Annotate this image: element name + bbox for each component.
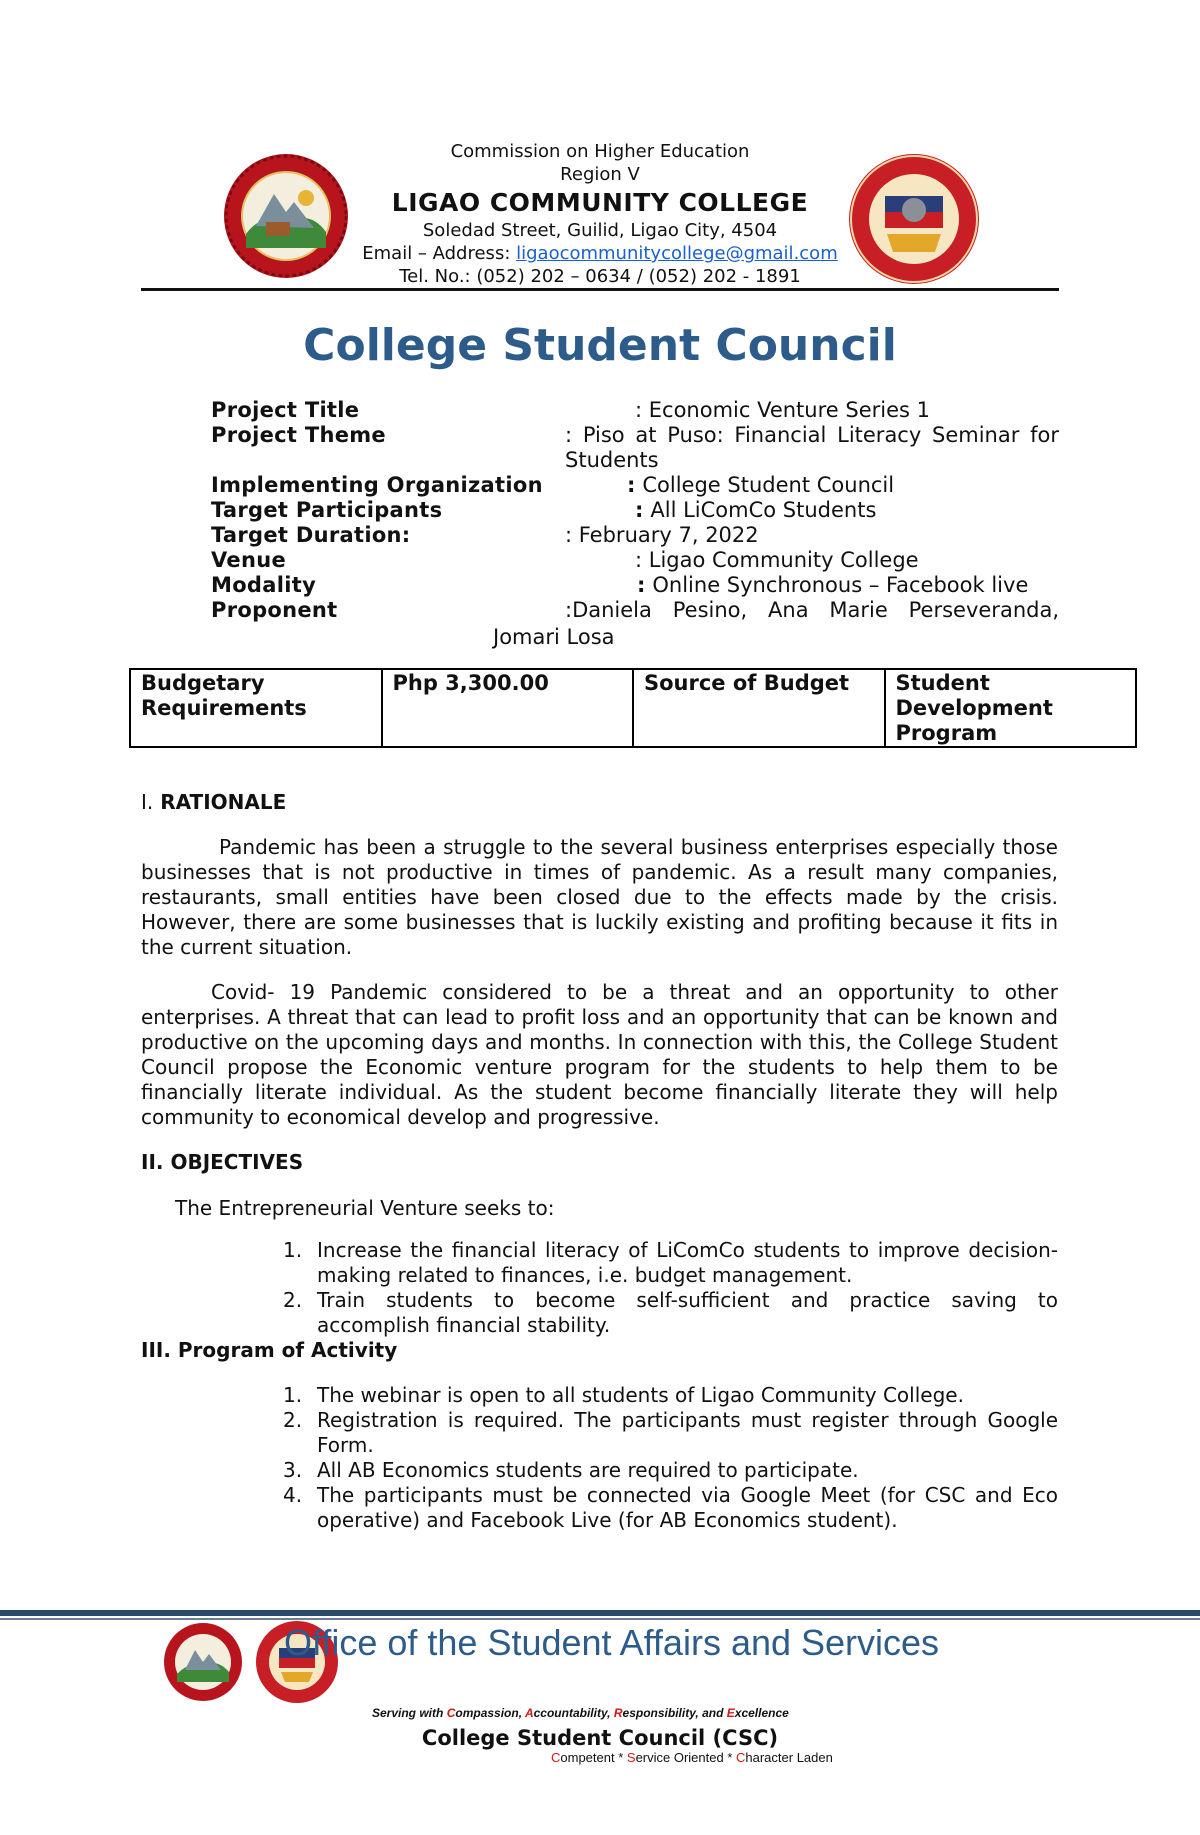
office-title: Office of the Student Affairs and Services [284, 1622, 940, 1663]
rationale-heading: I. RATIONALE [141, 790, 287, 814]
rationale-paragraph-1: Pandemic has been a struggle to the several business enterprises especially those businesses that is not productive in times of pandemic. As a result many companies, restaurants, small entities have been closed due to the effects made by the crisis. However, there are some businesses that is luckily existing and profiting because it fits in the current situation. [141, 835, 1058, 959]
rationale-paragraph-2: Covid- 19 Pandemic considered to be a threat and an opportunity to other enterprises. A threat that can lead to profit loss and an opportunity that can be known and productive on the upcoming days and months. In connection with this, the College Student Council propose the Economic venture program for the students to help them to be financially literate individual. As the student become financially literate they will help community to economical develop and progressive. [141, 980, 1058, 1129]
duration-label: Target Duration: [211, 523, 411, 547]
program-heading: III. Program of Activity [141, 1338, 398, 1362]
email-label: Email – Address: [362, 243, 517, 264]
header-divider [141, 288, 1059, 291]
table-row [130, 669, 1136, 747]
participants-label: Target Participants [211, 498, 443, 522]
duration-value: : February 7, 2022 [565, 523, 759, 547]
footer-logo-left [163, 1622, 243, 1702]
budget-source-label: Source of Budget [633, 669, 885, 747]
email-line [300, 242, 900, 265]
footer-divider-thin [0, 1618, 1200, 1620]
college-seal-icon [163, 1622, 243, 1702]
budget-source-value: Student Development Program [885, 669, 1137, 747]
proponent-value: :Daniela Pesino, Ana Marie Perseveranda, [565, 598, 1059, 622]
budget-table [129, 668, 1137, 748]
traits-line: Competent * Service Oriented * Character Laden [551, 1750, 833, 1765]
modality-value: : Online Synchronous – Facebook live [637, 573, 1029, 597]
project-title-value: : Economic Venture Series 1 [635, 398, 930, 422]
footer-divider [0, 1610, 1200, 1616]
commission-line: Commission on Higher Education [450, 141, 750, 162]
project-theme-label: Project Theme [211, 423, 386, 447]
objectives-heading: II. OBJECTIVES [141, 1150, 304, 1174]
venue-label: Venue [211, 548, 286, 572]
participants-value: : All LiComCo Students [635, 498, 877, 522]
csc-title: College Student Council (CSC) [421, 1726, 779, 1750]
motto: Serving with Compassion, Accountability, Responsibility, and Excellence [372, 1706, 789, 1720]
header-block [300, 140, 900, 288]
objectives-intro: The Entrepreneurial Venture seeks to: [175, 1196, 555, 1220]
page-title: College Student Council [303, 320, 897, 371]
college-name: LIGAO COMMUNITY COLLEGE [391, 188, 809, 217]
budget-req-label: Budgetary Requirements [130, 669, 382, 747]
project-theme-value: : Piso at Puso: Financial Literacy Seminar for Students [565, 423, 1059, 472]
email-link[interactable]: ligaocommunitycollege@gmail.com [516, 243, 838, 264]
proponent-value-cont: Jomari Losa [493, 625, 615, 649]
venue-value: : Ligao Community College [635, 548, 919, 572]
budget-amount: Php 3,300.00 [382, 669, 634, 747]
org-value: : College Student Council [627, 473, 895, 497]
proponent-label: Proponent [211, 598, 338, 622]
address-line: Soledad Street, Guilid, Ligao City, 4504 [422, 220, 778, 241]
org-label: Implementing Organization [211, 473, 543, 497]
project-title-label: Project Title [211, 398, 360, 422]
tel-line: Tel. No.: (052) 202 – 0634 / (052) 202 - 1891 [399, 266, 801, 287]
modality-label: Modality [211, 573, 317, 597]
region-line: Region V [560, 164, 640, 185]
